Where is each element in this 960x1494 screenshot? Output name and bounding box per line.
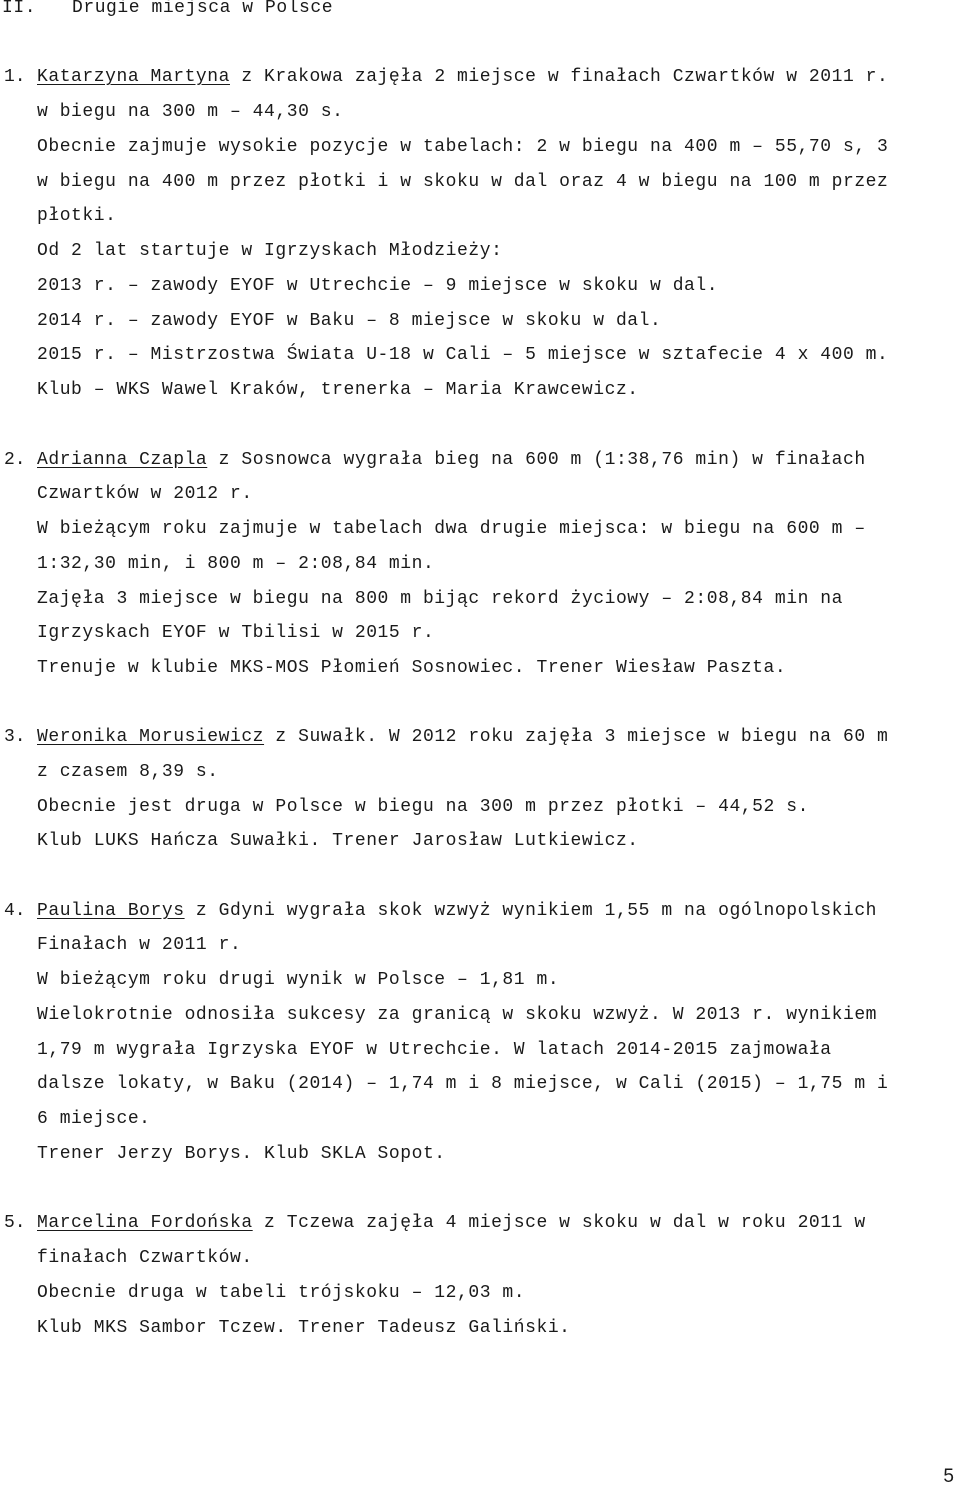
section-number: II.	[2, 0, 37, 18]
entry-line: 1,79 m wygrała Igrzyska EYOF w Utrechcie. W latach 2014-2015 zajmowała	[37, 1040, 832, 1060]
entry-marker: 4.	[4, 901, 26, 921]
athlete-name: Paulina Borys	[37, 901, 185, 921]
entry-line: Obecnie zajmuje wysokie pozycje w tabelach: 2 w biegu na 400 m – 55,70 s, 3	[37, 137, 889, 157]
athlete-name: Adrianna Czapla	[37, 450, 208, 470]
entry-marker: 2.	[4, 450, 26, 470]
entry-line: Paulina Borys z Gdyni wygrała skok wzwyż wynikiem 1,55 m na ogólnopolskich	[37, 901, 878, 921]
entry-line: Od 2 lat startuje w Igrzyskach Młodzieży:	[37, 241, 503, 261]
entry-line: 6 miejsce.	[37, 1109, 151, 1129]
entry-line: w biegu na 400 m przez płotki i w skoku w dal oraz 4 w biegu na 100 m przez	[37, 172, 889, 192]
entry-line: Wielokrotnie odnosiła sukcesy za granicą w skoku wzwyż. W 2013 r. wynikiem	[37, 1005, 878, 1025]
entry-line: Trenuje w klubie MKS-MOS Płomień Sosnowiec. Trener Wiesław Paszta.	[37, 658, 787, 678]
section-heading	[2, 0, 333, 19]
entry-line: Igrzyskach EYOF w Tbilisi w 2015 r.	[37, 623, 435, 643]
entry-line: Katarzyna Martyna z Krakowa zajęła 2 miejsce w finałach Czwartków w 2011 r.	[37, 67, 889, 87]
page-number: 5	[943, 1466, 954, 1487]
athlete-name: Katarzyna Martyna	[37, 67, 230, 87]
entry-line: Trener Jerzy Borys. Klub SKLA Sopot.	[37, 1144, 446, 1164]
entry-line: 2015 r. – Mistrzostwa Świata U-18 w Cali – 5 miejsce w sztafecie 4 x 400 m.	[37, 345, 889, 365]
entry-line: Zajęła 3 miejsce w biegu na 800 m bijąc rekord życiowy – 2:08,84 min na	[37, 589, 843, 609]
athlete-name: Weronika Morusiewicz	[37, 727, 265, 747]
entry-line: Weronika Morusiewicz z Suwałk. W 2012 roku zajęła 3 miejsce w biegu na 60 m	[37, 727, 889, 747]
athlete-name: Marcelina Fordońska	[37, 1213, 253, 1233]
entry-line: finałach Czwartków.	[37, 1248, 253, 1268]
entry-marker: 1.	[4, 67, 26, 87]
entry-line: w biegu na 300 m – 44,30 s.	[37, 102, 344, 122]
entry-line: Klub LUKS Hańcza Suwałki. Trener Jarosław Lutkiewicz.	[37, 831, 639, 851]
entry-marker: 3.	[4, 727, 26, 747]
entry-line: 2014 r. – zawody EYOF w Baku – 8 miejsce w skoku w dal.	[37, 311, 662, 331]
entry-marker: 5.	[4, 1213, 26, 1233]
entry-line: Marcelina Fordońska z Tczewa zajęła 4 miejsce w skoku w dal w roku 2011 w	[37, 1213, 866, 1233]
entry-line: Finałach w 2011 r.	[37, 935, 242, 955]
entry-line: dalsze lokaty, w Baku (2014) – 1,74 m i 8 miejsce, w Cali (2015) – 1,75 m i	[37, 1074, 889, 1094]
entry-line: Obecnie druga w tabeli trójskoku – 12,03 m.	[37, 1283, 526, 1303]
section-title: Drugie miejsca w Polsce	[72, 0, 334, 18]
entry-line: z czasem 8,39 s.	[37, 762, 219, 782]
entry-line: Obecnie jest druga w Polsce w biegu na 300 m przez płotki – 44,52 s.	[37, 797, 809, 817]
entry-line: 1:32,30 min, i 800 m – 2:08,84 min.	[37, 554, 435, 574]
entry-line: W bieżącym roku drugi wynik w Polsce – 1,81 m.	[37, 970, 560, 990]
entry-line: Klub MKS Sambor Tczew. Trener Tadeusz Galiński.	[37, 1318, 571, 1338]
entry-line: Klub – WKS Wawel Kraków, trenerka – Maria Krawcewicz.	[37, 380, 639, 400]
entry-line: 2013 r. – zawody EYOF w Utrechcie – 9 miejsce w skoku w dal.	[37, 276, 719, 296]
entry-line: Czwartków w 2012 r.	[37, 484, 253, 504]
entry-line: W bieżącym roku zajmuje w tabelach dwa drugie miejsca: w biegu na 600 m –	[37, 519, 866, 539]
entry-line: Adrianna Czapla z Sosnowca wygrała bieg na 600 m (1:38,76 min) w finałach	[37, 450, 866, 470]
entry-line: płotki.	[37, 206, 117, 226]
